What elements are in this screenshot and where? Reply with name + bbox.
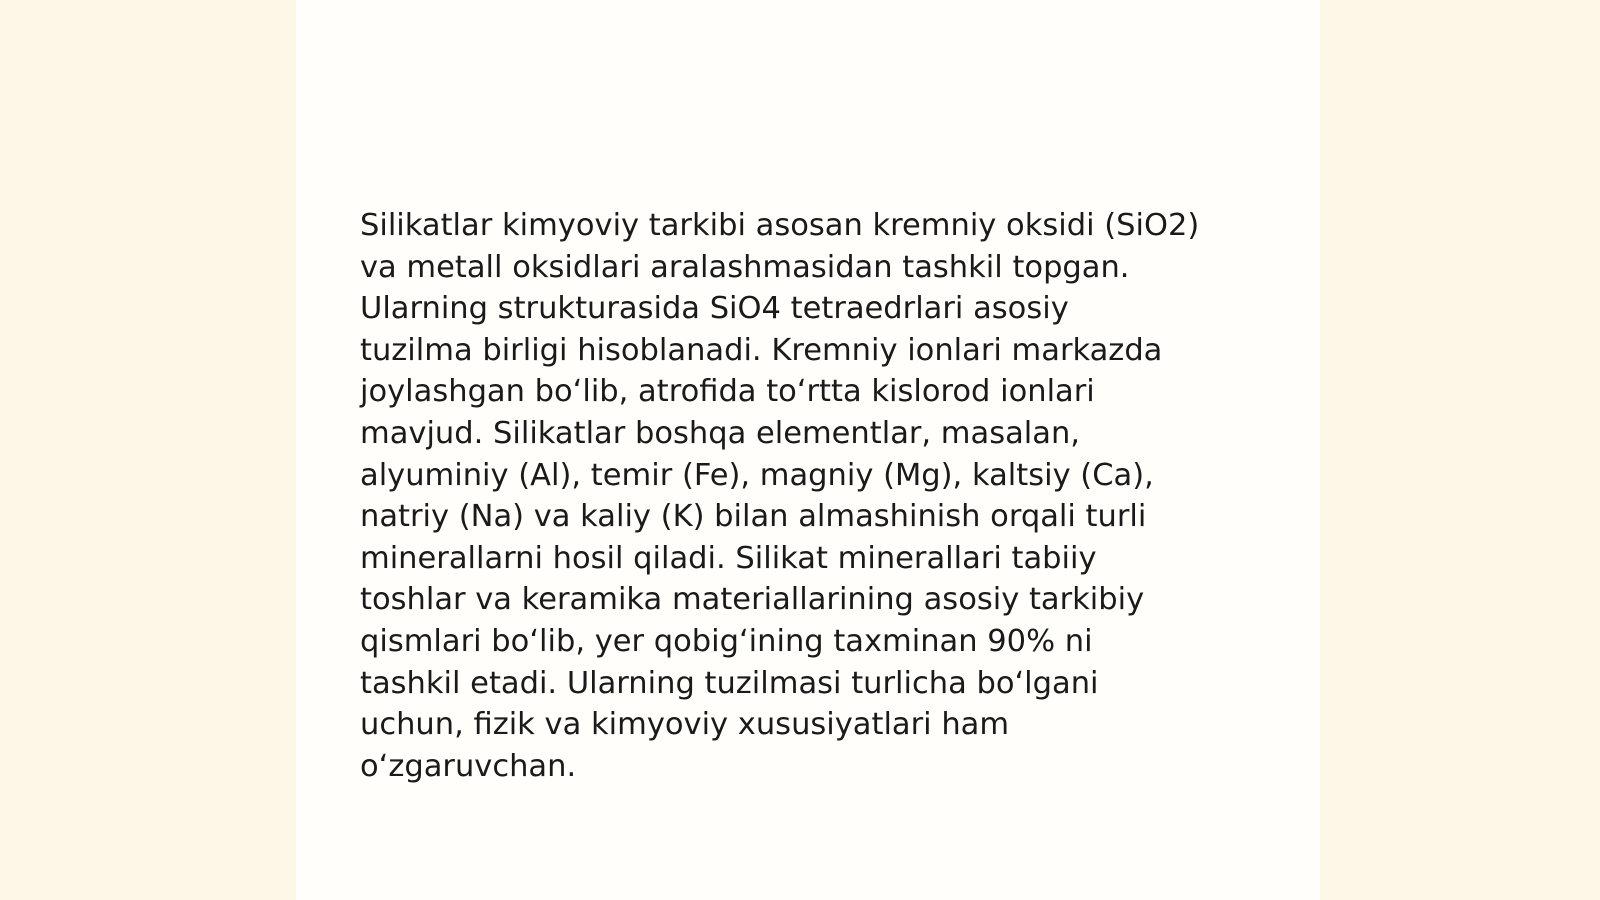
text-line: toshlar va keramika materiallarining asosiy tarkibiy bbox=[360, 582, 1145, 618]
text-line: va metall oksidlari aralashmasidan tashkil topgan. bbox=[360, 249, 1130, 285]
text-line: alyuminiy (Al), temir (Fe), magniy (Mg), kaltsiy (Ca), bbox=[360, 457, 1154, 493]
text-line: uchun, fizik va kimyoviy xususiyatlari ham bbox=[360, 707, 1010, 743]
text-line: Silikatlar kimyoviy tarkibi asosan kremniy oksidi (SiO2) bbox=[360, 208, 1200, 243]
text-line: qismlari bo‘lib, yer qobig‘ining taxminan 90% ni bbox=[360, 623, 1093, 659]
body-paragraph bbox=[360, 205, 1260, 787]
text-line: o‘zgaruvchan. bbox=[360, 748, 577, 784]
text-line: joylashgan bo‘lib, atrofida to‘rtta kislorod ionlari bbox=[360, 374, 1095, 410]
text-line: tuzilma birligi hisoblanadi. Kremniy ionlari markazda bbox=[360, 332, 1163, 368]
text-line: tashkil etadi. Ularning tuzilmasi turlicha bo‘lgani bbox=[360, 665, 1099, 701]
text-line: mavjud. Silikatlar boshqa elementlar, masalan, bbox=[360, 415, 1080, 451]
text-line: natriy (Na) va kaliy (K) bilan almashinish orqali turli bbox=[360, 499, 1147, 535]
text-line: minerallarni hosil qiladi. Silikat minerallari tabiiy bbox=[360, 540, 1097, 576]
text-line: Ularning strukturasida SiO4 tetraedrlari asosiy bbox=[360, 291, 1069, 327]
